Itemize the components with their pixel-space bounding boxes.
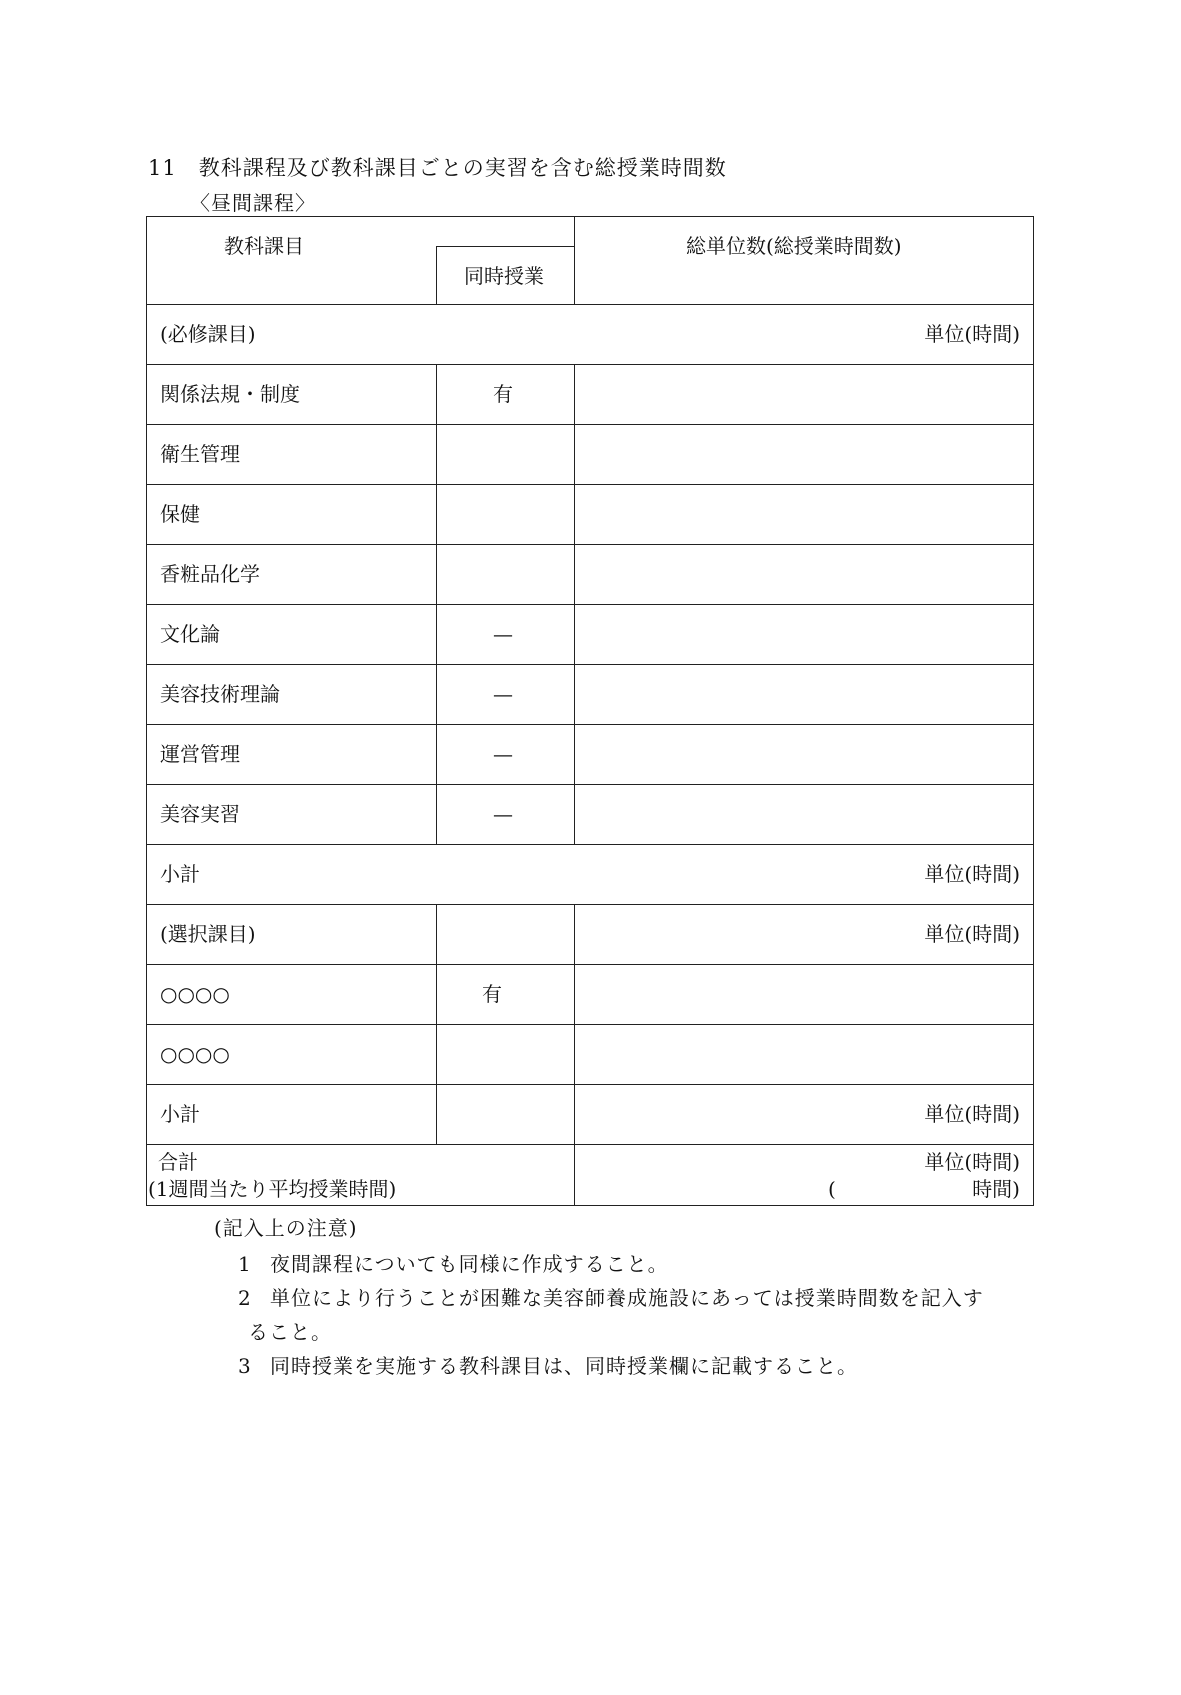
row-line	[146, 964, 1034, 965]
unit-label: 単位(時間)	[924, 1102, 1020, 1126]
subject-name: 文化論	[160, 622, 220, 646]
subtotal-label: 小計	[160, 862, 200, 886]
subject-name: ○○○○	[160, 982, 230, 1006]
unit-label: 単位(時間)	[924, 1150, 1020, 1174]
row-line	[146, 304, 1034, 305]
subject-name: ○○○○	[160, 1042, 230, 1066]
note-item	[238, 1282, 984, 1311]
header-simultaneous: 同時授業	[464, 264, 544, 288]
required-section-label: (必修課目)	[160, 322, 256, 346]
subject-name: 衛生管理	[160, 442, 240, 466]
weekly-average-label: (1週間当たり平均授業時間)	[148, 1177, 397, 1201]
weekly-hours-unit: 時間)	[972, 1177, 1020, 1201]
header-col-divider-1	[436, 246, 437, 304]
note-text: 単位により行うことが困難な美容師養成施設にあっては授業時間数を記入す	[270, 1286, 984, 1310]
simultaneous-mark: —	[493, 802, 513, 826]
row-line	[146, 844, 1034, 845]
subject-name: 美容実習	[160, 802, 240, 826]
total-label: 合計	[158, 1150, 198, 1174]
notes-title: (記入上の注意)	[214, 1216, 358, 1240]
note-item	[238, 1350, 858, 1379]
subject-name: 関係法規・制度	[160, 382, 300, 406]
simultaneous-mark: —	[493, 682, 513, 706]
row-line	[146, 484, 1034, 485]
header-subject: 教科課目	[224, 234, 304, 258]
row-line	[146, 1084, 1034, 1085]
note-number: 1	[238, 1252, 252, 1276]
col-divider-1	[436, 904, 437, 1144]
row-line	[146, 904, 1034, 905]
header-sub-divider	[436, 246, 574, 247]
note-text: 同時授業を実施する教科課目は、同時授業欄に記載すること。	[270, 1354, 858, 1378]
note-item	[238, 1248, 669, 1277]
note-text: 夜間課程についても同様に作成すること。	[270, 1252, 669, 1276]
row-line	[146, 364, 1034, 365]
header-total-units: 総単位数(総授業時間数)	[686, 234, 902, 258]
simultaneous-mark: —	[493, 742, 513, 766]
subtotal-label: 小計	[160, 1102, 200, 1126]
row-line	[146, 664, 1034, 665]
table-border-bottom	[146, 1205, 1034, 1206]
note-number: 3	[238, 1354, 252, 1378]
col-divider-2	[574, 364, 575, 844]
table-border-top	[146, 216, 1034, 217]
unit-label: 単位(時間)	[924, 322, 1020, 346]
simultaneous-mark: 有	[493, 382, 513, 406]
row-line	[146, 604, 1034, 605]
subject-name: 運営管理	[160, 742, 240, 766]
row-line	[146, 1144, 1034, 1145]
section-title: 教科課程及び教科課目ごとの実習を含む総授業時間数	[198, 156, 727, 180]
simultaneous-mark: —	[493, 622, 513, 646]
subject-name: 香粧品化学	[160, 562, 260, 586]
elective-section-label: (選択課目)	[160, 922, 256, 946]
row-line	[146, 544, 1034, 545]
note-continuation: ること。	[248, 1320, 332, 1344]
weekly-hours-open-paren: (	[828, 1177, 836, 1201]
col-divider-1	[436, 364, 437, 844]
subject-name: 保健	[160, 502, 200, 526]
subject-name: 美容技術理論	[160, 682, 280, 706]
row-line	[146, 724, 1034, 725]
row-line	[146, 784, 1034, 785]
col-divider-2	[574, 1144, 575, 1206]
row-line	[146, 1024, 1034, 1025]
section-number: 11	[148, 156, 177, 180]
unit-label: 単位(時間)	[924, 862, 1020, 886]
curriculum-hours-table	[146, 216, 1034, 1206]
section-heading	[148, 152, 727, 182]
course-type-label: 〈昼間課程〉	[190, 191, 316, 215]
col-divider-2	[574, 904, 575, 1144]
row-line	[146, 424, 1034, 425]
unit-label: 単位(時間)	[924, 922, 1020, 946]
simultaneous-mark: 有	[482, 982, 502, 1006]
header-col-divider-2	[574, 216, 575, 304]
note-number: 2	[238, 1286, 252, 1310]
